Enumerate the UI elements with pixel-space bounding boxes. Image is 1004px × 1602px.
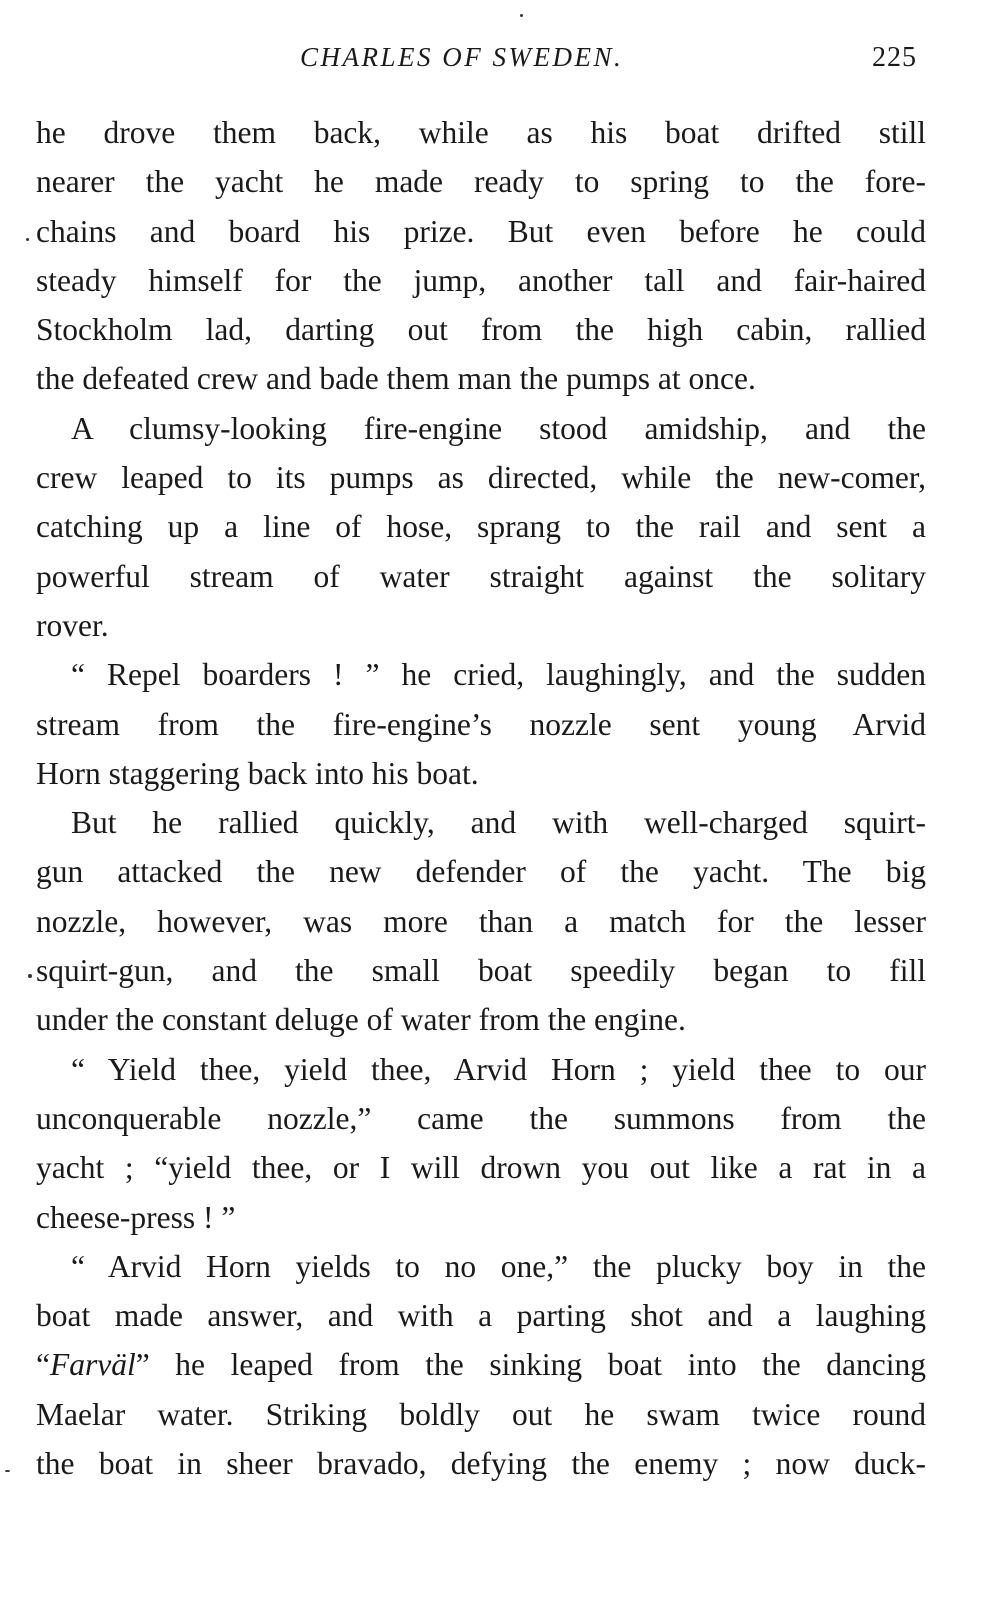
text-line: catching up a line of hose, sprang to the rail and sent a [36,509,926,545]
text-line [36,1340,926,1389]
running-title: CHARLES OF SWEDEN. [300,42,624,72]
text-line: he drove them back, while as his boat drifted still [36,115,926,150]
scan-speck [26,238,29,241]
text-line: under the constant deluge of water from the engine. [36,1002,686,1038]
text-line: crew leaped to its pumps as directed, while the new-comer, [36,460,926,496]
quote-open: “ [36,1347,50,1383]
text-line: stream from the fire-engine’s nozzle sent young Arvid [36,706,926,742]
text-line: nearer the yacht he made ready to spring to the fore- [36,164,926,200]
text-line: powerful stream of water straight against the solitary [36,558,926,594]
text-line: gun attacked the new defender of the yacht. The big [36,854,926,890]
text-line: nozzle, however, was more than a match for the lesser [36,903,926,939]
text-line: unconquerable nozzle,” came the summons from the [36,1100,926,1136]
italic-word: Farväl [49,1347,136,1383]
text-line: chains and board his prize. But even before he could [36,213,926,249]
scan-speck [520,14,523,17]
text-line: the boat in sheer bravado, defying the enemy ; now duck- [36,1446,926,1482]
text-line: the defeated crew and bade them man the pumps at once. [36,361,756,397]
text-line: rover. [36,607,109,643]
text-line: “ Repel boarders ! ” he cried, laughingly, and the sudden [71,657,926,693]
text-line: Maelar water. Striking boldly out he swam twice round [36,1396,926,1432]
text-line: boat made answer, and with a parting shot and a laughing [36,1298,926,1334]
text-line: yacht ; “yield thee, or I will drown you out like a rat in a [36,1150,926,1186]
text-line: cheese-press ! ” [36,1199,236,1235]
text-line: A clumsy-looking fire-engine stood amidship, and the [71,410,926,446]
text-line: squirt-gun, and the small boat speedily began to fill [36,953,926,989]
page-number: 225 [872,42,917,73]
text-line: “ Yield thee, yield thee, Arvid Horn ; yield thee to our [71,1051,926,1087]
scan-speck [5,1470,10,1472]
running-head [0,40,1004,84]
text-line: “ Arvid Horn yields to no one,” the plucky boy in the [71,1248,926,1284]
line-rest: ” he leaped from the sinking boat into the dancing [135,1347,926,1383]
text-line: But he rallied quickly, and with well-charged squirt- [71,805,926,841]
text-line: Horn staggering back into his boat. [36,755,479,791]
scan-speck [28,974,32,978]
body-text [36,108,926,1488]
text-line: steady himself for the jump, another tall and fair-haired [36,262,926,298]
text-line: Stockholm lad, darting out from the high cabin, rallied [36,312,926,348]
